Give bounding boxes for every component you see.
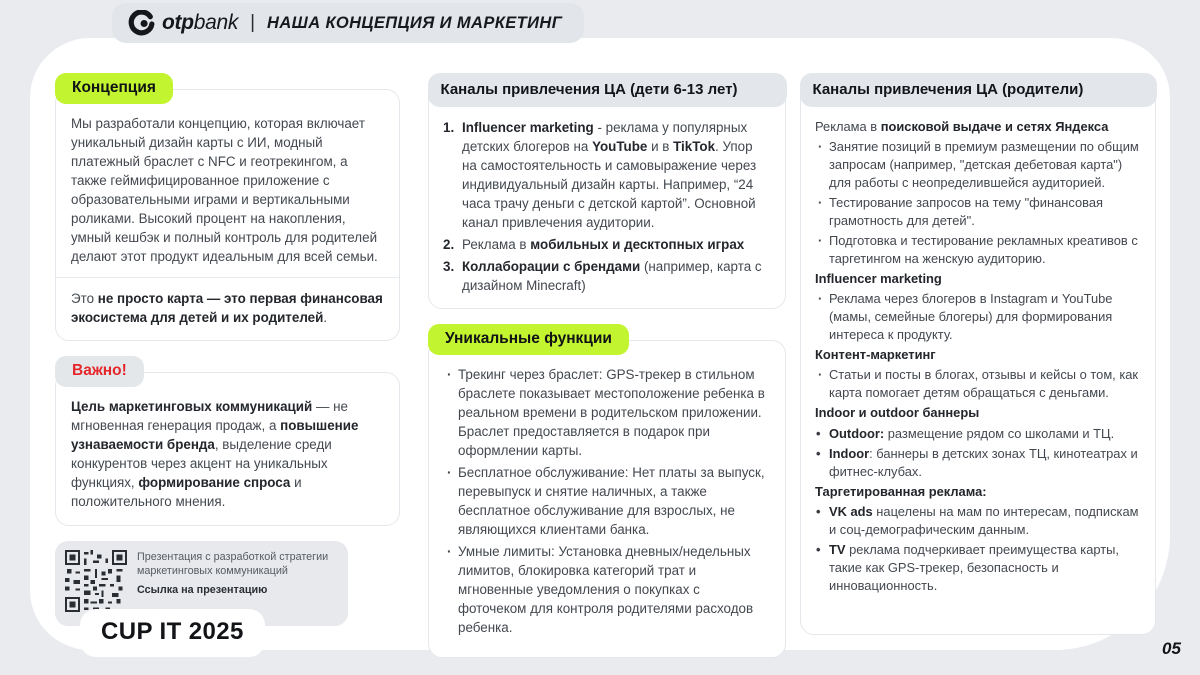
unique-features-list — [444, 365, 770, 637]
channels-kids-title: Каналы привлечения ЦА (дети 6-13 лет) — [428, 73, 787, 107]
concept-tagline: Это не просто карта — это первая финансовая экосистема для детей и их родителей. — [71, 291, 383, 326]
page-number: 05 — [1162, 639, 1181, 658]
list-item: · Бесплатное обслуживание: Нет платы за выпуск, перевыпуск и снятие наличных, а также бесплатное обслуживание для взрослых, не являющихся клиентами банка. — [444, 463, 770, 539]
channels-kids-list — [443, 118, 771, 295]
list-item: · Реклама через блогеров в Instagram и YouTube (мамы, семейные блогеры) для формирования интереса к продукту. — [815, 290, 1141, 344]
channels-kids-panel — [428, 73, 786, 309]
list-item: 1. Influencer marketing - реклама у популярных детских блогеров на YouTube и в TikTok. Упор на самостоятельность и самовыражение через индивидуальный дизайн карты. Например, “24 часа трачу деньги с детской картой”. Основной канал привлечения аудитории. — [443, 119, 757, 230]
list-item: · Занятие позиций в премиум размещении по общим запросам (например, "детская дебетовая карта") для работы с неопределившейся аудиторией. — [815, 138, 1141, 192]
concept-body: Мы разработали концепцию, которая включает уникальный дизайн карты с ИИ, модный платежный браслет с NFC и геотрекингом, а также геймифицированное приложение с образовательными играми и вертикальными роликами. Высокий процент на накопления, умный кешбэк и полный контроль для родителей делают этот продукт идеальным для всей семьи. — [71, 116, 378, 265]
unique-features-tab: Уникальные функции — [428, 324, 629, 355]
list-item: · Умные лимиты: Установка дневных/недельных лимитов, блокировка категорий трат и мгновенные уведомления о покупках с фоточеком для контроля родителями расходов ребенка. — [444, 542, 770, 637]
list-item: • TV реклама подчеркивает преимущества карты, такие как GPS-трекер, безопасность и инновационность. — [815, 541, 1141, 595]
section-targeted-ads: Таргетированная реклама: • VK ads нацелены на мам по интересам, подпискам и соц-демографическим данным. • TV реклама подчеркивает преимущества карты, такие как GPS-трекер, безопасность и инновационность. — [815, 483, 1141, 595]
unique-features-panel — [428, 324, 786, 658]
header — [112, 3, 584, 43]
section-yandex: Реклама в поисковой выдаче и сетях Яндекса · Занятие позиций в премиум размещении по общим запросам (например, "детская дебетовая карта") для работы с неопределившейся аудиторией. · Тестирование запросов на тему "финансовая грамотность для детей". · Подготовка и тестирование рекламных креативов с таргетингом на женскую аудиторию. — [815, 118, 1141, 269]
list-item: · Статьи и посты в блогах, отзывы и кейсы о том, как карта помогает детям обращаться с деньгами. — [815, 366, 1141, 402]
concept-tab: Концепция — [55, 73, 173, 104]
section-content-marketing: Контент-маркетинг · Статьи и посты в блогах, отзывы и кейсы о том, как карта помогает детям обращаться с деньгами. — [815, 346, 1141, 402]
section-influencer: Influencer marketing · Реклама через блогеров в Instagram и YouTube (мамы, семейные блогеры) для формирования интереса к продукту. — [815, 270, 1141, 344]
list-item: 2. Реклама в мобильных и десктопных играх — [443, 236, 745, 252]
list-item: · Тестирование запросов на тему "финансовая грамотность для детей". — [815, 194, 1141, 230]
cupit-badge: CUP IT 2025 — [80, 609, 265, 657]
list-item: • Indoor: баннеры в детских зонах ТЦ, кинотеатрах и фитнес-клубах. — [815, 445, 1141, 481]
page-title: НАША КОНЦЕПЦИЯ И МАРКЕТИНГ — [267, 13, 563, 32]
channels-parents-title: Каналы привлечения ЦА (родители) — [800, 73, 1157, 107]
channels-parents-panel — [800, 73, 1156, 635]
section-banners: Indoor и outdoor баннеры • Outdoor: размещение рядом со школами и ТЦ. • Indoor: баннеры в детских зонах ТЦ, кинотеатрах и фитнес-клубах. — [815, 404, 1141, 480]
divider — [56, 277, 399, 278]
otpbank-logo-icon — [128, 10, 155, 37]
left-column — [55, 73, 400, 626]
list-item: · Подготовка и тестирование рекламных креативов с таргетингом на женскую аудиторию. — [815, 232, 1141, 268]
list-item: 3. Коллаборации с брендами (например, карта с дизайном Minecraft) — [443, 258, 762, 293]
important-tab: Важно! — [55, 356, 144, 387]
qr-link-label[interactable]: Ссылка на презентацию — [137, 583, 268, 596]
concept-panel — [55, 73, 400, 341]
list-item: • Outdoor: размещение рядом со школами и ТЦ. — [815, 425, 1141, 443]
qr-caption-block — [137, 550, 336, 598]
header-separator: | — [250, 12, 256, 33]
right-column — [800, 73, 1156, 635]
qr-caption: Презентация с разработкой стратегии маркетинговых коммуникаций — [137, 550, 329, 578]
otpbank-logo-text: otpbank — [162, 11, 239, 34]
list-item: • VK ads нацелены на мам по интересам, подпискам и соц-демографическим данным. — [815, 503, 1141, 539]
qr-code — [65, 550, 127, 617]
middle-column — [428, 73, 786, 658]
important-body: Цель маркетинговых коммуникаций — не мгновенная генерация продаж, а повышение узнаваемости бренда, выделение среди конкурентов через акцент на уникальных функциях, формирование спроса и положительного мнения. — [71, 399, 359, 510]
list-item: · Трекинг через браслет: GPS-трекер в стильном браслете показывает местоположение ребенка в реальном времени в родительском приложении. Браслет предоставляется в подарок при оформлении карты. — [444, 365, 770, 460]
important-panel — [55, 356, 400, 525]
